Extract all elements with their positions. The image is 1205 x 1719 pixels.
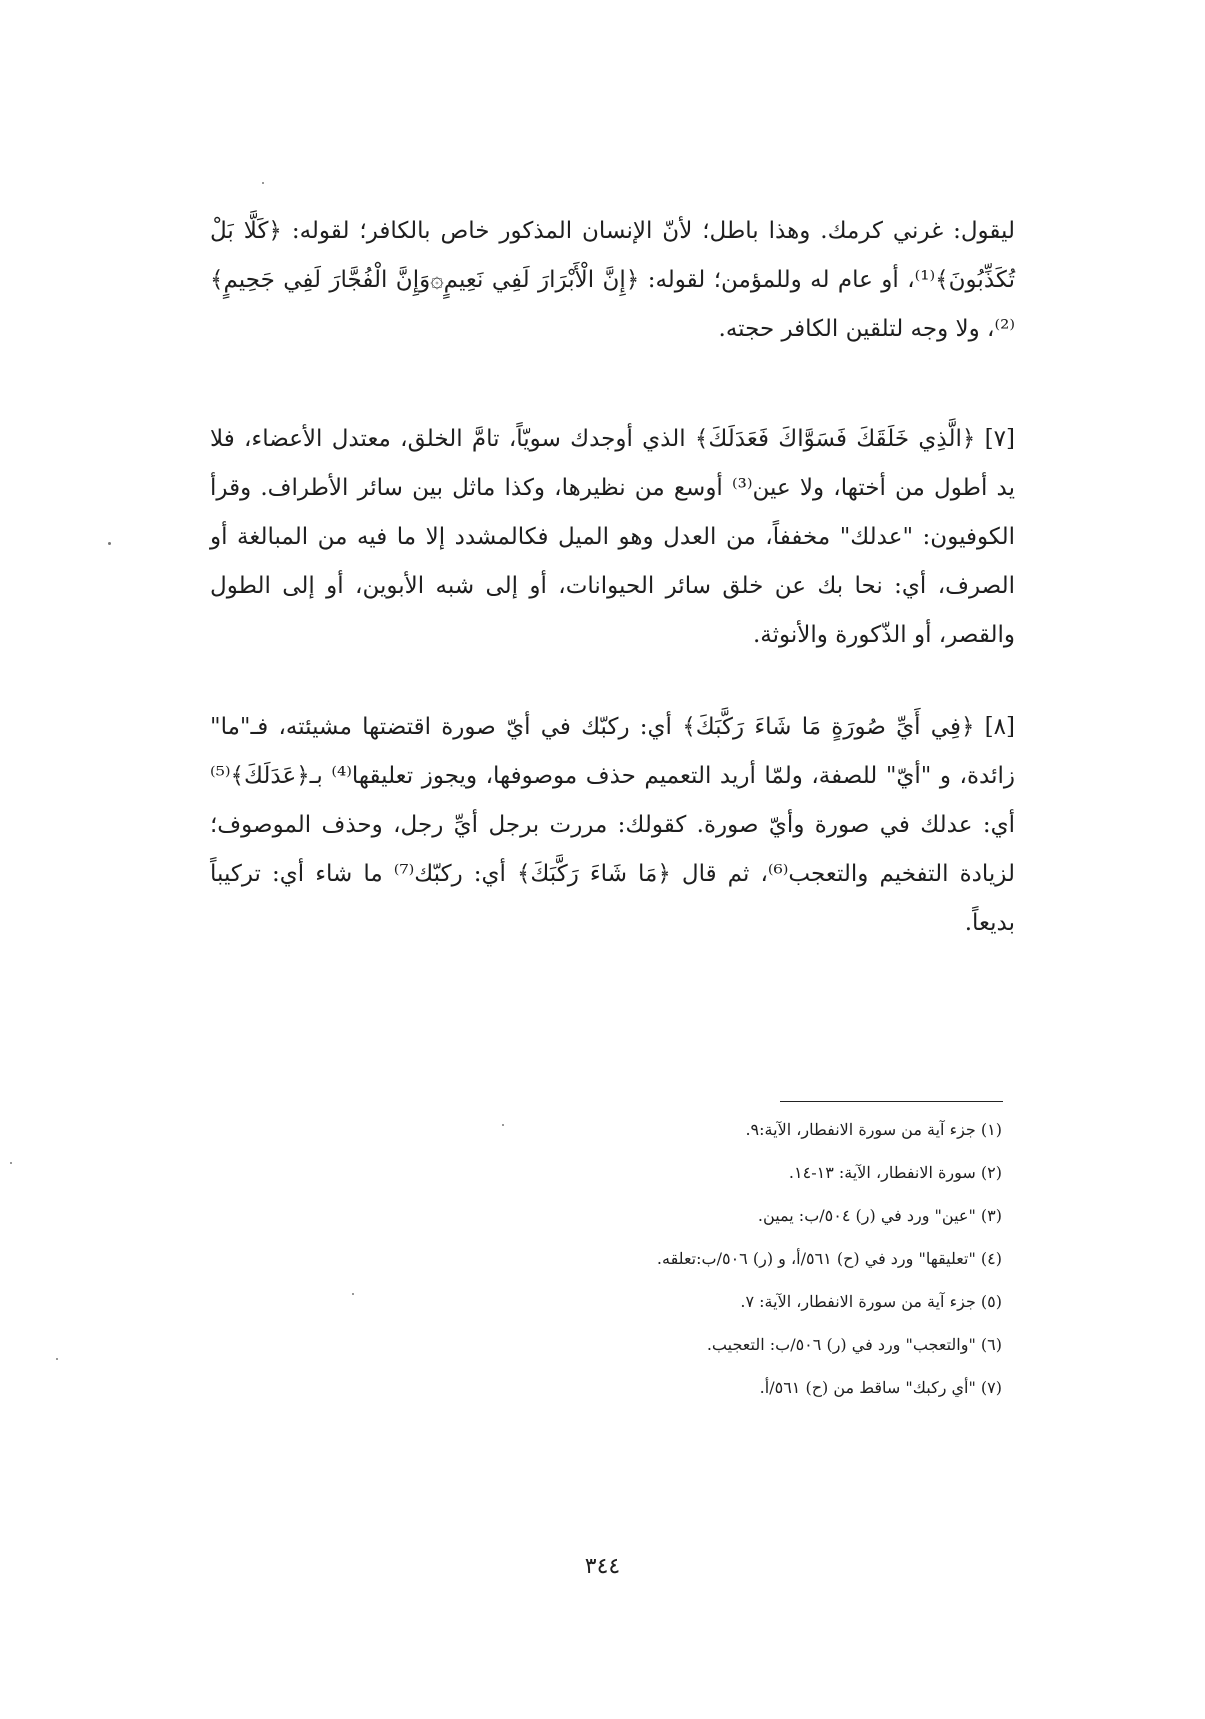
scan-speck [262,182,264,184]
body-paragraph-1 [210,207,1015,354]
footnote-7: (٧) "أي ركبك" ساقط من (ح) ٥٦١/أ. [759,1378,1002,1397]
scan-speck [10,1162,12,1164]
footnote-1: (١) جزء آية من سورة الانفطار، الآية:٩. [745,1120,1002,1139]
body-paragraph-verse-8 [210,703,1015,948]
scan-speck [108,542,111,545]
footnote-separator [780,1101,1003,1102]
body-paragraph-verse-7 [210,415,1015,660]
page-number: ٣٤٤ [584,1554,621,1579]
paragraph-text: ليقول: غرني كرمك. وهذا باطل؛ لأنّ الإنسان المذكور خاص بالكافر؛ لقوله: ﴿كَلَّا بَلْ تُكَذِّبُونَ﴾⁽¹⁾، أو عام له وللمؤمن؛ لقوله: ﴿إِنَّ الْأَبْرَارَ لَفِي نَعِيمٍ۞وَإِنَّ الْفُجَّارَ لَفِي جَحِيمٍ﴾⁽²⁾، ولا وجه لتلقين الكافر حجته. [210,218,1015,342]
paragraph-text: [٨] ﴿فِي أَيِّ صُورَةٍ مَا شَاءَ رَكَّبَكَ﴾ أي: ركبّك في أيّ صورة اقتضتها مشيئته، فـ"ما" زائدة، و "أيّ" للصفة، ولمّا أريد التعميم حذف موصوفها، ويجوز تعليقها⁽⁴⁾ بـ﴿عَدَلَكَ﴾⁽⁵⁾ أي: عدلك في صورة وأيّ صورة. كقولك: مررت برجل أيِّ رجل، وحذف الموصوف؛ لزيادة التفخيم والتعجب⁽⁶⁾، ثم قال ﴿مَا شَاءَ رَكَّبَكَ﴾ أي: ركبّك⁽⁷⁾ ما شاء أي: تركيباً بديعاً. [210,714,1015,936]
scan-speck [352,1293,354,1295]
paragraph-text: [٧] ﴿الَّذِي خَلَقَكَ فَسَوَّاكَ فَعَدَلَكَ﴾ الذي أوجدك سويّاً، تامَّ الخلق، معتدل الأعضاء، فلا يد أطول من أختها، ولا عين⁽³⁾ أوسع من نظيرها، وكذا ماثل بين سائر الأطراف. وقرأ الكوفيون: "عدلك" مخففاً، من العدل وهو الميل فكالمشدد إلا ما فيه من المبالغة أو الصرف، أي: نحا بك عن خلق سائر الحيوانات، أو إلى شبه الأبوين، أو إلى الطول والقصر، أو الذّكورة والأنوثة. [210,426,1015,648]
footnotes [362,1120,1002,1421]
footnote-6: (٦) "والتعجب" ورد في (ر) ٥٠٦/ب: التعجيب. [706,1335,1002,1354]
footnote-5: (٥) جزء آية من سورة الانفطار، الآية: ٧. [740,1292,1002,1311]
scan-speck [502,1124,504,1126]
scan-speck [56,1358,58,1360]
footnote-2: (٢) سورة الانفطار، الآية: ١٣-١٤. [788,1163,1002,1182]
footnote-3: (٣) "عين" ورد في (ر) ٥٠٤/ب: يمين. [757,1206,1002,1225]
footnote-4: (٤) "تعليقها" ورد في (ح) ٥٦١/أ، و (ر) ٥٠٦/ب:تعلقه. [656,1249,1002,1268]
